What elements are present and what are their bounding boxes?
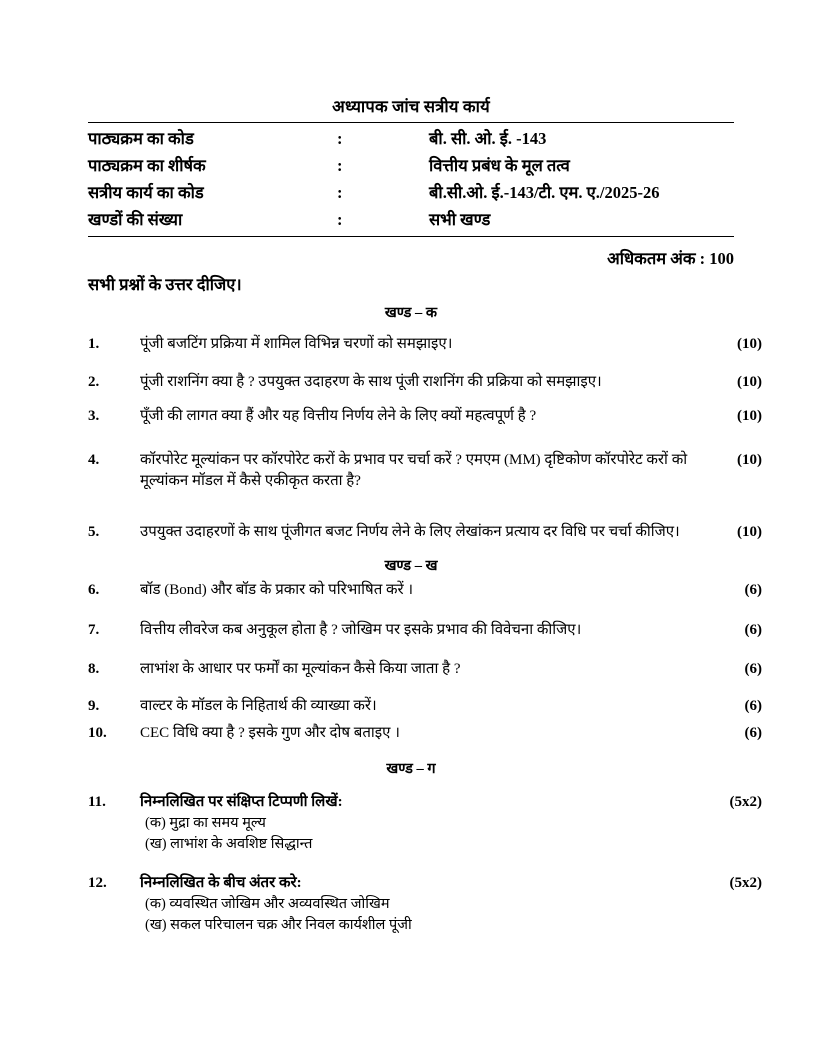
question-marks: (6) — [744, 622, 762, 638]
table-row — [88, 206, 734, 233]
question-text: लाभांश के आधार पर फर्मों का मूल्यांकन कैसे किया जाता है ? — [140, 661, 461, 677]
meta-label: खण्डों की संख्या — [88, 210, 183, 229]
question-item — [88, 723, 762, 744]
meta-label: पाठ्यक्रम का कोड — [88, 129, 194, 148]
table-row — [88, 125, 734, 152]
question-item — [88, 450, 762, 492]
question-body — [140, 406, 700, 427]
question-text: निम्नलिखित के बीच अंतर करे: — [140, 875, 302, 891]
question-subpart: (क) व्यवस्थित जोखिम और अव्यवस्थित जोखिम — [145, 896, 390, 912]
question-item — [88, 792, 762, 855]
question-marks: (10) — [737, 336, 762, 352]
question-body — [140, 450, 700, 492]
question-number: 5. — [88, 524, 100, 540]
section-heading-b: खण्ड – ख — [384, 558, 438, 574]
question-marks: (6) — [744, 698, 762, 714]
question-body — [140, 580, 700, 601]
question-body — [140, 723, 700, 744]
meta-colon: : — [337, 210, 343, 229]
question-number: 3. — [88, 408, 100, 424]
question-marks: (6) — [744, 725, 762, 741]
meta-label: सत्रीय कार्य का कोड — [88, 183, 204, 202]
question-item — [88, 522, 762, 543]
meta-label: पाठ्यक्रम का शीर्षक — [88, 156, 206, 175]
question-number: 10. — [88, 725, 107, 741]
question-marks: (10) — [737, 408, 762, 424]
question-item — [88, 372, 762, 393]
question-marks: (5x2) — [729, 875, 762, 891]
question-text: पूंजी बजटिंग प्रक्रिया में शामिल विभिन्न चरणों को समझाइए। — [140, 336, 453, 352]
question-text: CEC विधि क्या है ? इसके गुण और दोष बताइए । — [140, 725, 400, 741]
question-number: 6. — [88, 582, 100, 598]
question-number: 12. — [88, 875, 107, 891]
maximum-marks: अधिकतम अंक : 100 — [607, 249, 734, 268]
question-item — [88, 406, 762, 427]
question-number: 2. — [88, 374, 100, 390]
meta-colon: : — [337, 129, 343, 148]
question-item — [88, 620, 762, 641]
question-item — [88, 659, 762, 680]
meta-colon: : — [337, 156, 343, 175]
question-number: 11. — [88, 794, 106, 810]
meta-value: वित्तीय प्रबंध के मूल तत्व — [429, 156, 570, 175]
question-item — [88, 873, 762, 936]
question-body — [140, 522, 700, 543]
question-body — [140, 696, 700, 717]
table-row — [88, 179, 734, 206]
question-number: 4. — [88, 452, 100, 468]
question-number: 7. — [88, 622, 100, 638]
question-number: 9. — [88, 698, 100, 714]
meta-value: बी. सी. ओ. ई. -143 — [429, 129, 547, 148]
question-item — [88, 696, 762, 717]
question-body — [140, 620, 700, 641]
meta-value: सभी खण्ड — [429, 210, 491, 229]
question-body — [140, 659, 700, 680]
question-marks: (6) — [744, 661, 762, 677]
question-number: 1. — [88, 336, 100, 352]
question-text: वित्तीय लीवरेज कब अनुकूल होता है ? जोखिम पर इसके प्रभाव की विवेचना कीजिए। — [140, 622, 582, 638]
meta-colon: : — [337, 183, 343, 202]
question-text: उपयुक्त उदाहरणों के साथ पूंजीगत बजट निर्णय लेने के लिए लेखांकन प्रत्याय दर विधि पर चर्चा कीजिए। — [140, 524, 680, 540]
question-body — [140, 873, 700, 936]
question-body — [140, 792, 700, 855]
question-marks: (6) — [744, 582, 762, 598]
question-body — [140, 372, 700, 393]
section-heading-c: खण्ड – ग — [386, 761, 436, 777]
question-body — [140, 334, 700, 355]
question-marks: (10) — [737, 524, 762, 540]
question-subpart: (ख) सकल परिचालन चक्र और निवल कार्यशील पूंजी — [145, 917, 412, 933]
meta-value: बी.सी.ओ. ई.-143/टी. एम. ए./2025-26 — [429, 183, 660, 202]
question-text: निम्नलिखित पर संक्षिप्त टिप्पणी लिखें: — [140, 794, 343, 810]
question-item — [88, 334, 762, 355]
question-subpart: (क) मुद्रा का समय मूल्य — [145, 815, 266, 831]
question-text: पूंजी राशनिंग क्या है ? उपयुक्त उदाहरण के साथ पूंजी राशनिंग की प्रक्रिया को समझाइए। — [140, 374, 602, 390]
page-title: अध्यापक जांच सत्रीय कार्य — [332, 97, 490, 116]
question-marks: (10) — [737, 374, 762, 390]
question-marks: (5x2) — [729, 794, 762, 810]
question-text: वाल्टर के मॉडल के निहितार्थ की व्याख्या करें। — [140, 698, 377, 714]
question-subpart: (ख) लाभांश के अवशिष्ट सिद्धान्त — [145, 836, 313, 852]
question-marks: (10) — [737, 452, 762, 468]
course-meta-table — [88, 122, 734, 237]
question-text: बॉड (Bond) और बॉड के प्रकार को परिभाषित करें । — [140, 582, 414, 598]
question-text: कॉरपोरेट मूल्यांकन पर कॉरपोरेट करों के प्रभाव पर चर्चा करें ? एमएम (MM) दृष्टिकोण कॉरपोरेट करों को मूल्यांकन मॉडल में कैसे एकीकृत करता है? — [140, 452, 688, 489]
instruction-text: सभी प्रश्नों के उत्तर दीजिए। — [88, 275, 242, 294]
question-item — [88, 580, 762, 601]
section-heading-a: खण्ड – क — [384, 305, 438, 321]
question-number: 8. — [88, 661, 100, 677]
table-row — [88, 152, 734, 179]
question-text: पूँजी की लागत क्या हैं और यह वित्तीय निर्णय लेने के लिए क्यों महत्वपूर्ण है ? — [140, 408, 537, 424]
